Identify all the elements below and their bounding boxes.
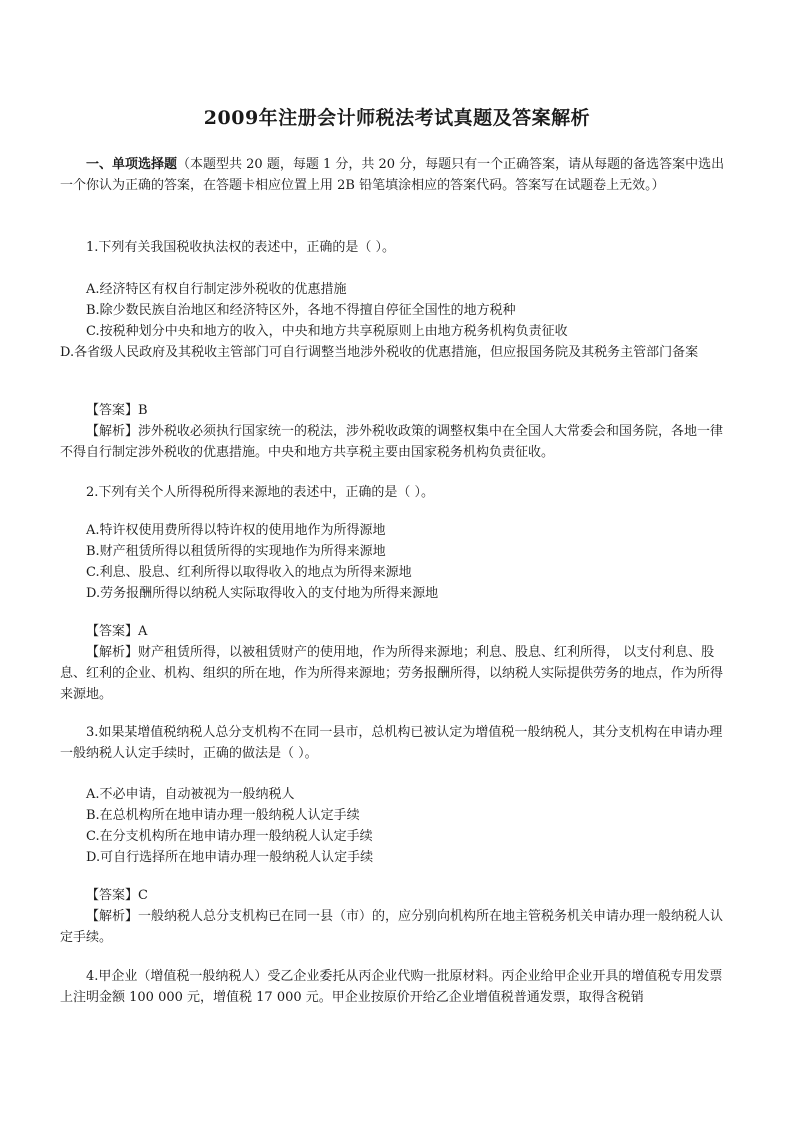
option-d: D.可自行选择所在地申请办理一般纳税人认定手续 xyxy=(86,850,374,865)
analysis-label: 【解析】 xyxy=(86,645,139,660)
option-a: A.不必申请，自动被视为一般纳税人 xyxy=(86,787,295,802)
question-3-stem: 3.如果某增值税纳税人总分支机构不在同一县市，总机构已被认定为增值税一般纳税人，其分支机构在申请办理一般纳税人认定手续时，正确的做法是（ ）。 xyxy=(60,725,723,761)
section-intro xyxy=(60,154,732,196)
analysis-text: 财产租赁所得，以被租赁财产的使用地，作为所得来源地；利息、股息、红利所得， 以支付利息、股息、红利的企业、机构、组织的所在地，作为所得来源地；劳务报酬所得，以纳税人实际提供劳务的地点，作为所得来源地。 xyxy=(60,645,724,702)
question-4-stem: 4.甲企业（增值税一般纳税人）受乙企业委托从丙企业代购一批原材料。丙企业给甲企业开具的增值税专用发票上注明金额 100 000 元，增值税 17 000 元。甲企业按原价开给乙企业增值税普通发票，取得含税销 xyxy=(60,969,723,1005)
question-1-answer xyxy=(60,400,758,421)
analysis-text: 涉外税收必须执行国家统一的税法，涉外税收政策的调整权集中在全国人大常委会和国务院，各地一律不得自行制定涉外税收的优惠措施。中央和地方共享税主要由国家税务机构负责征收。 xyxy=(60,424,724,460)
section-heading: 一、单项选择题 xyxy=(86,157,178,172)
question-1-stem: 1.下列有关我国税收执法权的表述中，正确的是（ ）。 xyxy=(86,240,396,255)
question-2-stem: 2.下列有关个人所得税所得来源地的表述中，正确的是（ ）。 xyxy=(86,485,435,500)
option-a: A.特许权使用费所得以特许权的使用地作为所得源地 xyxy=(86,523,386,538)
answer-label: 【答案】 xyxy=(86,624,139,639)
analysis-label: 【解析】 xyxy=(86,424,139,439)
question-3-options xyxy=(60,784,732,868)
option-b: B.在总机构所在地申请办理一般纳税人认定手续 xyxy=(86,808,360,823)
question-3-analysis xyxy=(60,906,732,948)
option-b: B.除少数民族自治地区和经济特区外，各地不得擅自停征全国性的地方税种 xyxy=(86,303,516,318)
option-d: D.各省级人民政府及其税收主管部门可自行调整当地涉外税收的优惠措施，但应报国务院及其税务主管部门备案 xyxy=(60,345,699,360)
option-c: C.按税种划分中央和地方的收入，中央和地方共享税原则上由地方税务机构负责征收 xyxy=(86,324,568,339)
answer-value: C xyxy=(138,888,148,903)
option-c: C.在分支机构所在地申请办理一般纳税人认定手续 xyxy=(86,829,373,844)
option-b: B.财产租赁所得以租赁所得的实现地作为所得来源地 xyxy=(86,544,386,559)
question-1-options xyxy=(60,279,732,363)
option-d: D.劳务报酬所得以纳税人实际取得收入的支付地为所得来源地 xyxy=(86,586,439,601)
question-2-options xyxy=(60,520,732,604)
option-a: A.经济特区有权自行制定涉外税收的优惠措施 xyxy=(86,282,347,297)
answer-label: 【答案】 xyxy=(86,403,139,418)
option-c: C.利息、股息、红利所得以取得收入的地点为所得来源地 xyxy=(86,565,412,580)
section-instructions: （本题型共 20 题，每题 1 分，共 20 分，每题只有一个正确答案，请从每题的备选答案中选出一个你认为正确的答案，在答题卡相应位置上用 2B 铅笔填涂相应的答案代码。答案写在试题卷上无效。） xyxy=(60,157,725,193)
answer-value: B xyxy=(138,403,148,418)
question-1-analysis xyxy=(60,421,732,463)
answer-value: A xyxy=(138,624,148,639)
question-2-analysis xyxy=(60,642,732,705)
question-2-answer xyxy=(60,621,758,642)
analysis-label: 【解析】 xyxy=(86,909,139,924)
analysis-text: 一般纳税人总分支机构已在同一县（市）的，应分别向机构所在地主管税务机关申请办理一般纳税人认定手续。 xyxy=(60,909,724,945)
document-title: 2009年注册会计师税法考试真题及答案解析 xyxy=(203,107,591,129)
answer-label: 【答案】 xyxy=(86,888,139,903)
question-3-answer xyxy=(60,885,758,906)
